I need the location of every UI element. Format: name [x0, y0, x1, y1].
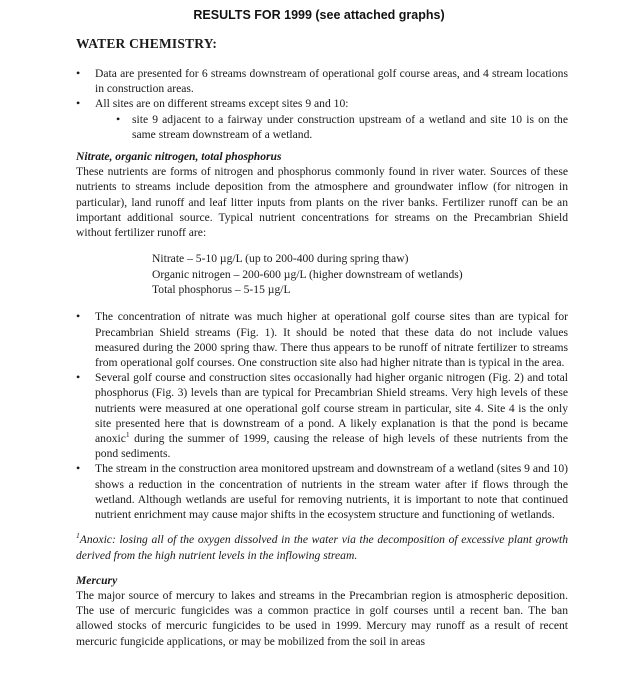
mercury-heading: Mercury: [76, 573, 118, 587]
level-organic-nitrogen: Organic nitrogen – 200-600 µg/L (higher downstream of wetlands): [152, 267, 463, 281]
level-nitrate: Nitrate – 5-10 µg/L (up to 200-400 during spring thaw): [152, 252, 409, 266]
section-heading-water-chemistry: WATER CHEMISTRY:: [76, 36, 218, 51]
intro-sub-bullet: • site 9 adjacent to a fairway under construction upstream of a wetland and site 10 is on the same stream downstream of a wetland.: [132, 112, 568, 142]
finding-wetland: • The stream in the construction area monitored upstream and downstream of a wetland (sites 9 and 10) shows a reduction in the concentration of nutrients in the stream water after if flows through the wetland. Although wetlands are useful for removing nutrients, it is important to note that continued nutrient enrichment may cause major shifts in the ecosystem structure and functioning of wetlands.: [95, 461, 568, 522]
intro-bullet: [95, 96, 568, 142]
finding-nitrate: • The concentration of nitrate was much higher at operational golf course sites than are typical for Precambrian Shield streams (Fig. 1). It should be noted that these data do not include values measured during the 2000 spring thaw. There thus appears to be runoff of nitrate fertilizer to streams from operational golf courses. One construction site also had higher nitrate than is typical in the area.: [95, 309, 568, 370]
footnote: [76, 532, 568, 562]
intro-bullet: • Data are presented for 6 streams downstream of operational golf course areas, and 4 stream locations in construction areas.: [95, 66, 568, 96]
intro-bullet-text: All sites are on different streams except sites 9 and 10:: [95, 97, 349, 111]
intro-bullet-list: [76, 66, 568, 142]
footnote-marker: 1: [76, 531, 80, 541]
mercury-paragraph: The major source of mercury to lakes and streams in the Precambrian region is atmospheric deposition. The use of mercuric fungicides was a common practice in golf courses until a recent ban. The ban allowed stocks of mercuric fungicides to be used in 1999. Mercury may runoff as a result of recent mercuric fungicide applications, or may be mobilized from the soil in areas: [76, 588, 568, 648]
document-body: [76, 66, 568, 649]
findings-bullet-list: [76, 309, 568, 522]
page-title: RESULTS FOR 1999 (see attached graphs): [193, 8, 445, 22]
finding-text-b: during the summer of 1999, causing the release of high levels of these nutrients from the pond sediments.: [95, 432, 568, 461]
finding-organic-nitrogen-phosphorus: [95, 370, 568, 461]
intro-sub-bullet-list: [95, 112, 568, 142]
footnote-text: Anoxic: losing all of the oxygen dissolved in the water via the decomposition of excessive plant growth derived from the high nutrient levels in the inflowing stream.: [76, 533, 568, 562]
nutrients-paragraph: These nutrients are forms of nitrogen and phosphorus commonly found in river water. Sources of these nutrients to streams include deposition from the atmosphere and groundwater inflow (for nitrogen in particular), land runoff and leaf litter inputs from plants on the river banks. Fertilizer runoff can be an important additional source. Typical nutrient concentrations for streams on the Precambrian Shield without fertilizer runoff are:: [76, 165, 568, 240]
nutrients-heading: Nitrate, organic nitrogen, total phosphorus: [76, 150, 282, 164]
level-total-phosphorus: Total phosphorus – 5-15 µg/L: [152, 283, 291, 297]
nutrient-levels-list: [152, 251, 568, 297]
footnote-ref: 1: [125, 430, 130, 440]
finding-text-a: Several golf course and construction sites occasionally had higher organic nitrogen (Fig. 2) and total phosphorus (Fig. 3) levels than are typical for Precambrian Shield streams. Very high levels of these nutrients were measured at one operational golf course stream in particular, site 4. Site 4 is the only site presented here that is downstream of a pond. A likely explanation is that the pond is became anoxic: [95, 371, 568, 446]
